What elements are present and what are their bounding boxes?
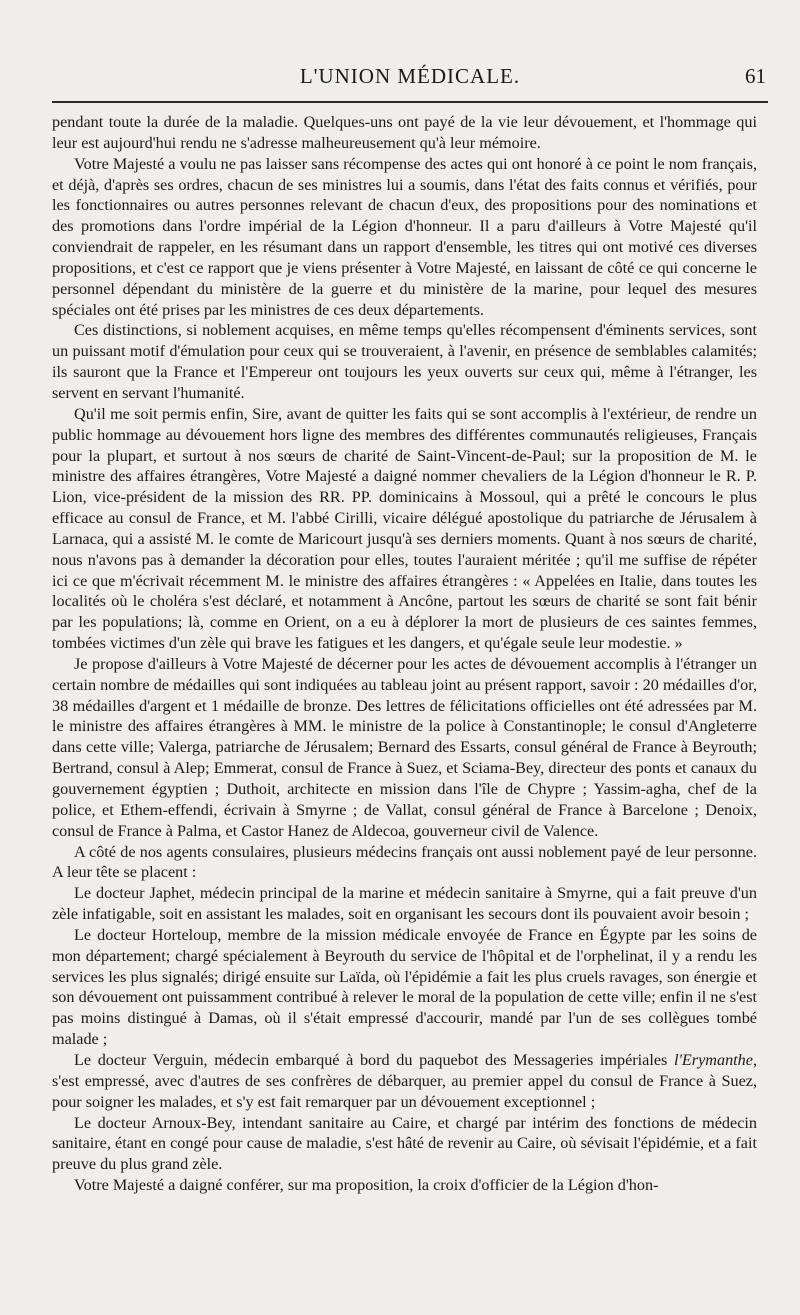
paragraph-horteloup: Le docteur Horteloup, membre de la mission médicale envoyée de France en Égypte par les soins de mon département; chargé spécialement à Beyrouth du service de l'hôpital et de l'orphelinat, il y a rendu les services les plus signalés; dirigé ensuite sur Laïda, où l'épidémie a fait les plus cruels ravages, son énergie et son dévouement ont puissamment contribué à relever le moral de la population de cette ville; enfin il ne s'est pas moins distingué à Damas, où il s'était empressé d'accourir, mandé par l'un de ses collègues tombé malade ; xyxy=(52,925,757,1049)
article-body xyxy=(52,112,757,1196)
verguin-text-before: Le docteur Verguin, médecin embarqué à bord du paquebot des Messageries impériales xyxy=(74,1050,674,1069)
paragraph-distinctions: Ces distinctions, si noblement acquises, en même temps qu'elles récompensent d'éminents services, sont un puissant motif d'émulation pour ceux qui se trouveraient, à l'avenir, en présence de semblables calamités; ils sauront que la France et l'Empereur ont toujours les yeux ouverts sur ceux qui, même à l'étranger, les servent en servant l'humanité. xyxy=(52,321,757,402)
paragraph-continuation: pendant toute la durée de la maladie. Quelques-uns ont payé de la vie leur dévouement, et l'hommage qui leur est aujourd'hui rendu ne s'adresse malheureusement qu'à leur mémoire. xyxy=(52,113,757,152)
page-number: 61 xyxy=(745,64,766,88)
verguin-text-after: , s'est empressé, avec d'autres de ses confrères de débarquer, au premier appel du consul de France à Suez, pour soigner les malades, et s'y est fait remarquer par un dévouement exceptionnel ; xyxy=(52,1050,757,1111)
paragraph-japhet: Le docteur Japhet, médecin principal de la marine et médecin sanitaire à Smyrne, qui a fait preuve d'un zèle infatigable, soit en assistant les malades, soit en organisant les secours dont ils pouvaient avoir besoin ; xyxy=(52,884,757,924)
ship-name: l'Erymanthe xyxy=(673,1050,753,1069)
paragraph-recompense: Votre Majesté a voulu ne pas laisser sans récompense des actes qui ont honoré à ce point le nom français, et déjà, d'après ses ordres, chacun de ses ministres lui a soumis, dans l'état des faits connus et vérifiés, pour les fonctionnaires ou autres personnes relevant de chacun d'eux, des propositions pour des nominations et des promotions dans l'ordre impérial de la Légion d'honneur. Il a paru d'ailleurs à Votre Majesté qu'il conviendrait de rappeler, en les résumant dans un rapport d'ensemble, les titres qui ont motivé ces diverses propositions, et c'est ce rapport que je viens présenter à Votre Majesté, en laissant de côté ce qui concerne le personnel dépendant du ministère de la guerre et du ministère de la marine, pour lequel des mesures spéciales ont été prises par les ministres de ces deux départements. xyxy=(52,154,757,319)
header-rule xyxy=(52,101,768,103)
running-title: L'UNION MÉDICALE. xyxy=(299,64,521,88)
paragraph-croix-officier: Votre Majesté a daigné conférer, sur ma proposition, la croix d'officier de la Légion d'hon- xyxy=(74,1176,659,1195)
paragraph-arnoux-bey: Le docteur Arnoux-Bey, intendant sanitaire au Caire, et chargé par intérim des fonctions de médecin sanitaire, étant en congé pour cause de maladie, s'est hâté de revenir au Caire, où sévisait l'épidémie, et a fait preuve du plus grand zèle. xyxy=(52,1113,757,1174)
paragraph-medailles: Je propose d'ailleurs à Votre Majesté de décerner pour les actes de dévouement accomplis à l'étranger un certain nombre de médailles qui sont indiquées au tableau joint au présent rapport, savoir : 20 médailles d'or, 38 médailles d'argent et 1 médaille de bronze. Des lettres de félicitations officielles ont été adressées par M. le ministre des affaires étrangères à MM. le ministre de la police à Constantinople; le consul d'Angleterre dans cette ville; Valerga, patriarche de Jérusalem; Bernard des Essarts, consul général de France à Beyrouth; Bertrand, consul à Alep; Emmerat, consul de France à Suez, et Sciama-Bey, directeur des ponts et canaux du gouvernement égyptien ; Duthoit, architecte en mission dans l'île de Chypre ; Yassim-agha, chef de la police, et Ethem-effendi, écrivain à Smyrne ; de Vallat, consul général de France à Barcelone ; Denoix, consul de France à Palma, et Castor Hanez de Aldecoa, gouverneur civil de Valence. xyxy=(52,654,757,840)
paragraph-communautes: Qu'il me soit permis enfin, Sire, avant de quitter les faits qui se sont accomplis à l'extérieur, de rendre un public hommage au dévouement hors ligne des membres des différentes communautés religieuses, Français pour la plupart, et surtout à nos sœurs de charité de Saint-Vincent-de-Paul; sur la proposition de M. le ministre des affaires étrangères, Votre Majesté a daigné nommer chevaliers de la Légion d'honneur le R. P. Lion, vice-président de la mission des RR. PP. dominicains à Mossoul, qui a prêté le concours le plus efficace au consul de France, et M. l'abbé Cirilli, vicaire délégué apostolique du patriarche de Jérusalem à Larnaca, qui a assisté M. le comte de Maricourt jusqu'à ses derniers moments. Quant à nos sœurs de charité, nous n'avons pas à demander la décoration pour elles, toutes l'auraient méritée ; qu'il me suffise de répéter ici ce que m'écrivait récemment M. le ministre des affaires étrangères : « Appelées en Italie, dans toutes les localités où le choléra s'est déclaré, et notamment à Ancône, partout les sœurs de charité se sont fait bénir par les populations; là, comme en Orient, on a eu à déplorer la mort de plusieurs de ces saintes femmes, tombées victimes d'un zèle qui brave les fatigues et les dangers, et qu'égale seule leur modestie. » xyxy=(52,404,757,653)
page-header xyxy=(52,64,768,96)
paragraph-verguin xyxy=(52,1050,757,1113)
paragraph-medecins-intro: A côté de nos agents consulaires, plusieurs médecins français ont aussi noblement payé de leur personne. A leur tête se placent : xyxy=(52,842,757,882)
